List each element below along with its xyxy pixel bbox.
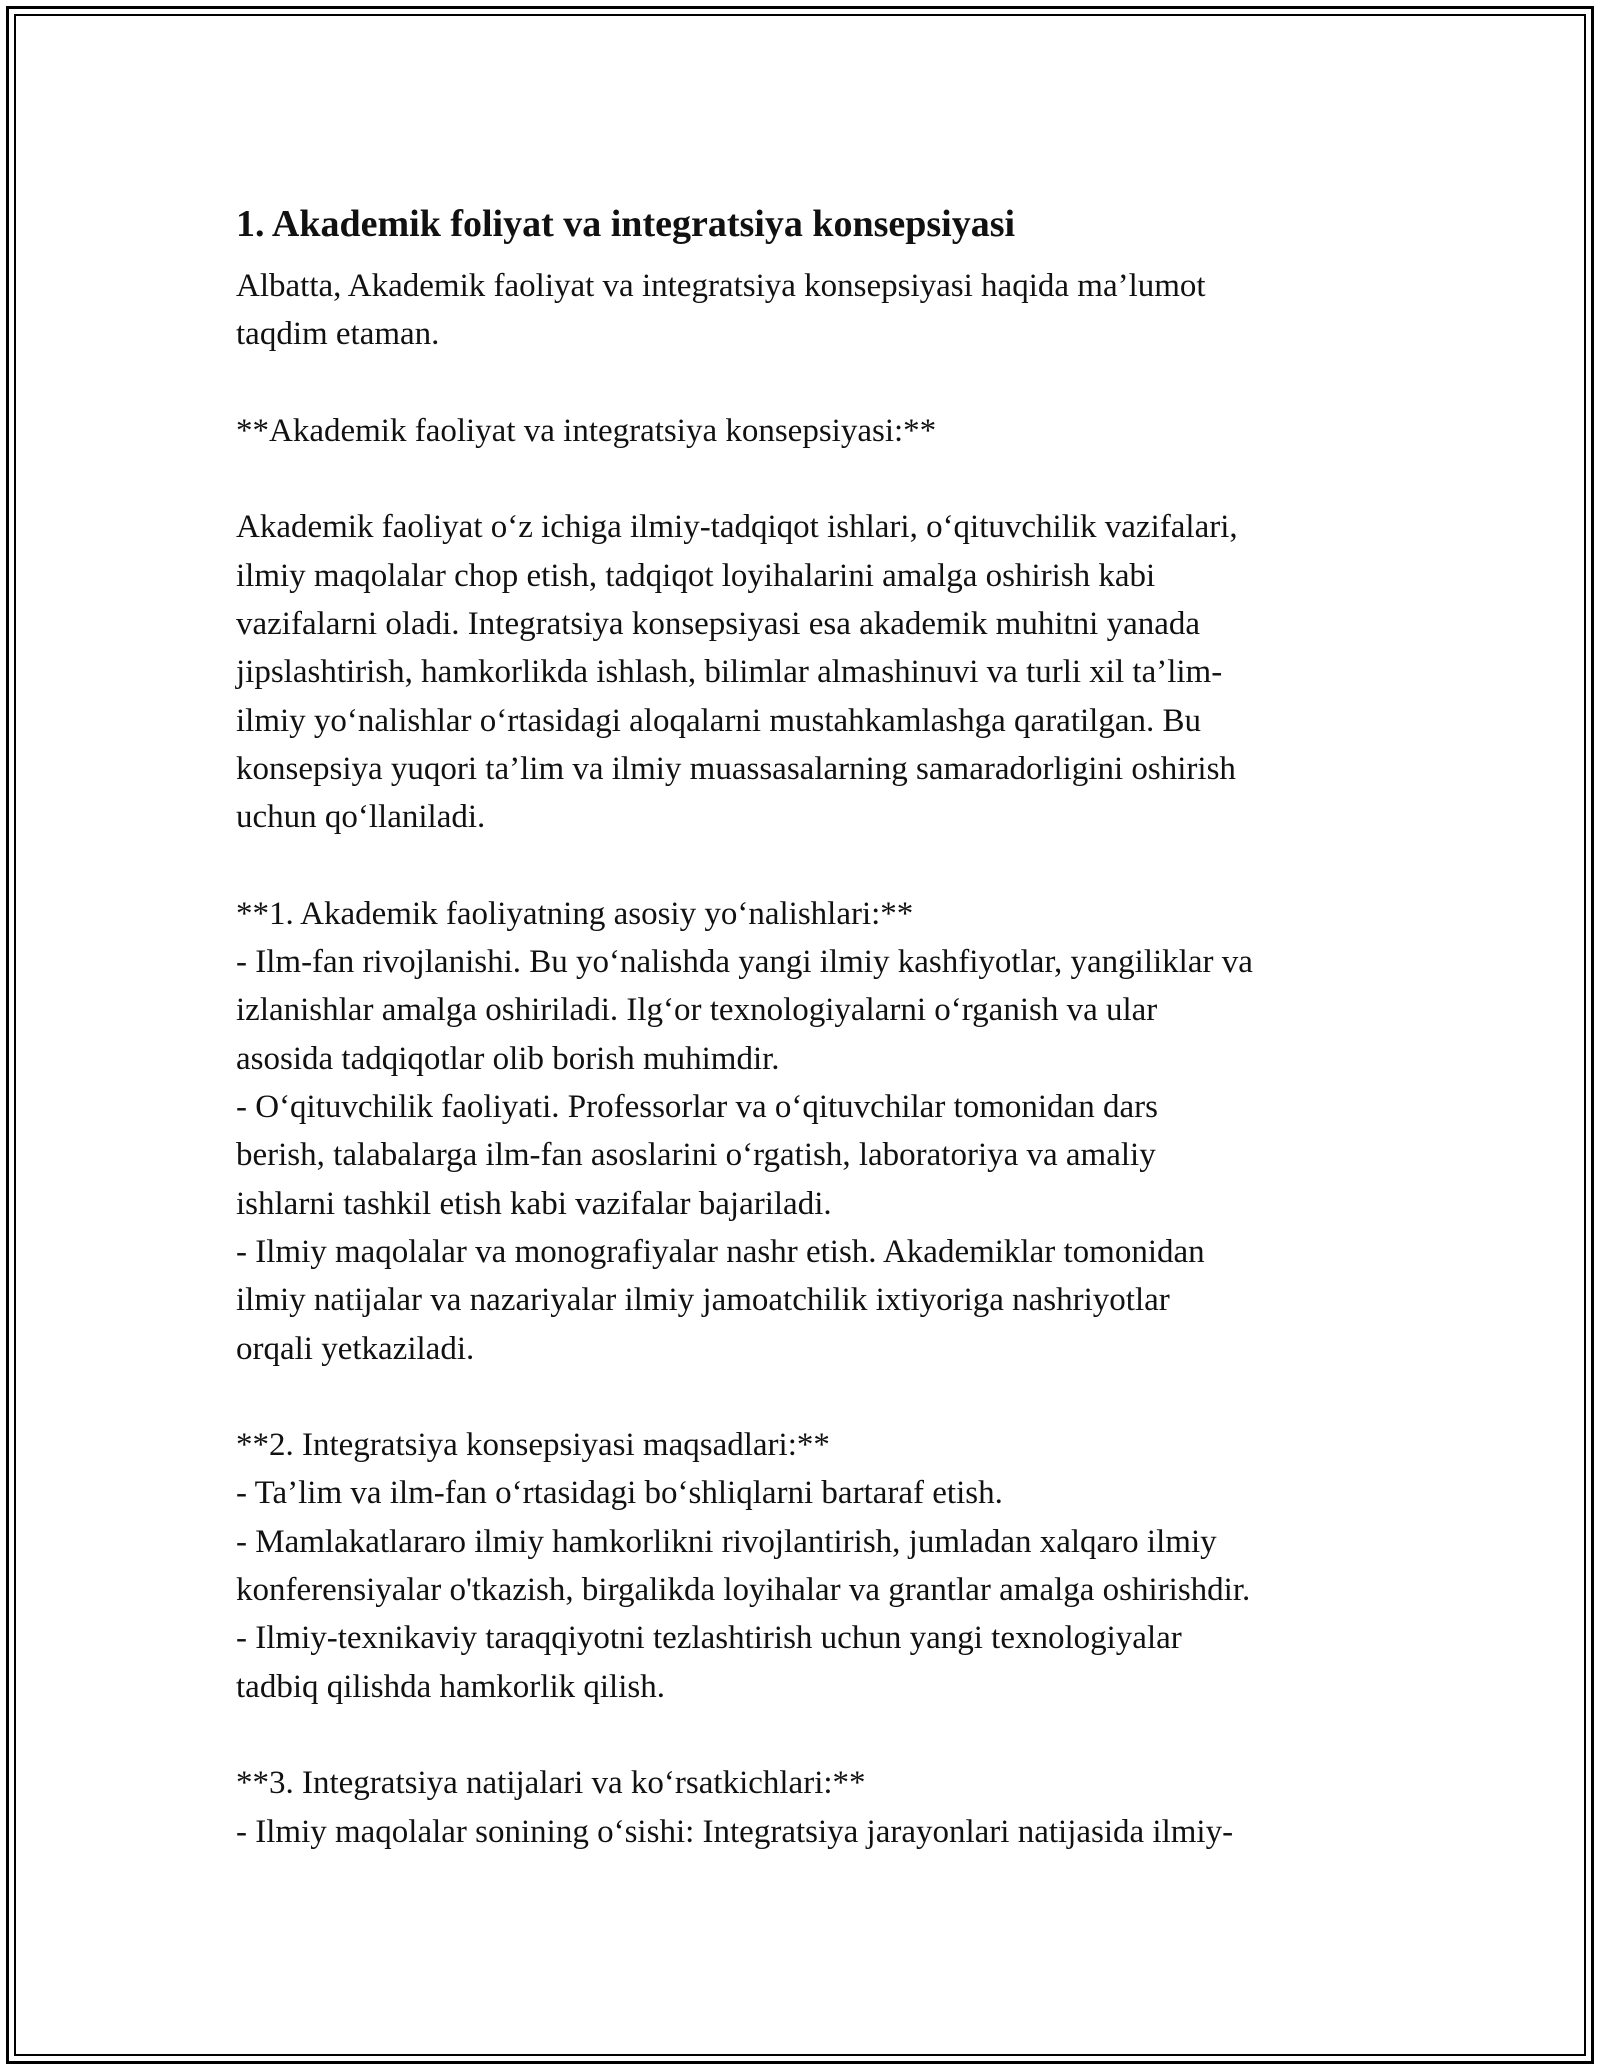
paragraph-gap xyxy=(236,455,1386,503)
paragraph-gap xyxy=(236,842,1386,890)
text-line: ilmiy natijalar va nazariyalar ilmiy jamoatchilik ixtiyoriga nashriyotlar xyxy=(236,1282,1170,1319)
text-line: ilmiy maqolalar chop etish, tadqiqot loyihalarini amalga oshirish kabi xyxy=(236,557,1156,594)
text-line: uchun qo‘llaniladi. xyxy=(236,799,486,836)
list-item: - Ta’lim va ilm-fan o‘rtasidagi bo‘shliqlarni bartaraf etish. xyxy=(236,1475,1003,1512)
paragraph-gap xyxy=(236,359,1386,407)
list-item: - Ilmiy maqolalar va monografiyalar nashr etish. Akademiklar tomonidan xyxy=(236,1233,1205,1270)
list-item: - Ilmiy-texnikaviy taraqqiyotni tezlashtirish uchun yangi texnologiyalar xyxy=(236,1620,1182,1657)
paragraph-gap xyxy=(236,1373,1386,1421)
section-1 xyxy=(236,890,1386,1373)
text-line: berish, talabalarga ilm-fan asoslarini o‘rgatish, laboratoriya va amaliy xyxy=(236,1137,1156,1174)
text-line: izlanishlar amalga oshiriladi. Ilg‘or texnologiyalarni o‘rganish va ular xyxy=(236,992,1158,1029)
text-line: vazifalarni oladi. Integratsiya konsepsiyasi esa akademik muhitni yanada xyxy=(236,606,1201,643)
list-item: - Ilmiy maqolalar sonining o‘sishi: Integratsiya jarayonlari natijasida ilmiy- xyxy=(236,1813,1234,1850)
text-line: konferensiyalar o'tkazish, birgalikda loyihalar va grantlar amalga oshirishdir. xyxy=(236,1572,1251,1609)
text-line: asosida tadqiqotlar olib borish muhimdir. xyxy=(236,1040,780,1077)
text-line: orqali yetkaziladi. xyxy=(236,1330,475,1367)
text-line: taqdim etaman. xyxy=(236,316,440,353)
text-line: tadbiq qilishda hamkorlik qilish. xyxy=(236,1668,665,1705)
list-item: - Mamlakatlararo ilmiy hamkorlikni rivojlantirish, jumladan xalqaro ilmiy xyxy=(236,1523,1217,1560)
paragraph-gap xyxy=(236,1711,1386,1759)
text-line: jipslashtirish, hamkorlikda ishlash, bilimlar almashinuvi va turli xil ta’lim- xyxy=(236,654,1223,691)
text-line: ilmiy yo‘nalishlar o‘rtasidagi aloqalarni mustahkamlashga qaratilgan. Bu xyxy=(236,702,1201,739)
section-heading: **1. Akademik faoliyatning asosiy yo‘nalishlari:** xyxy=(236,895,914,932)
subtitle-block xyxy=(236,407,1386,455)
section-subtitle: **Akademik faoliyat va integratsiya konsepsiyasi:** xyxy=(236,412,937,449)
section-heading: **2. Integratsiya konsepsiyasi maqsadlari:** xyxy=(236,1427,830,1464)
list-item: - O‘qituvchilik faoliyati. Professorlar va o‘qituvchilar tomonidan dars xyxy=(236,1089,1158,1126)
intro-paragraph xyxy=(236,262,1386,359)
section-3 xyxy=(236,1759,1386,1856)
section-heading: **3. Integratsiya natijalari va ko‘rsatkichlari:** xyxy=(236,1765,866,1802)
overview-paragraph xyxy=(236,503,1386,841)
section-2 xyxy=(236,1421,1386,1711)
text-line: ishlarni tashkil etish kabi vazifalar bajariladi. xyxy=(236,1185,832,1222)
document-title: 1. Akademik foliyat va integratsiya konsepsiyasi xyxy=(236,203,1016,245)
text-line: Akademik faoliyat o‘z ichiga ilmiy-tadqiqot ishlari, o‘qituvchilik vazifalari, xyxy=(236,509,1238,546)
document-body xyxy=(236,180,1386,1856)
text-line: konsepsiya yuqori ta’lim va ilmiy muassasalarning samaradorligini oshirish xyxy=(236,750,1236,787)
list-item: - Ilm-fan rivojlanishi. Bu yo‘nalishda yangi ilmiy kashfiyotlar, yangiliklar va xyxy=(236,944,1253,981)
text-line: Albatta, Akademik faoliyat va integratsiya konsepsiyasi haqida ma’lumot xyxy=(236,268,1206,304)
